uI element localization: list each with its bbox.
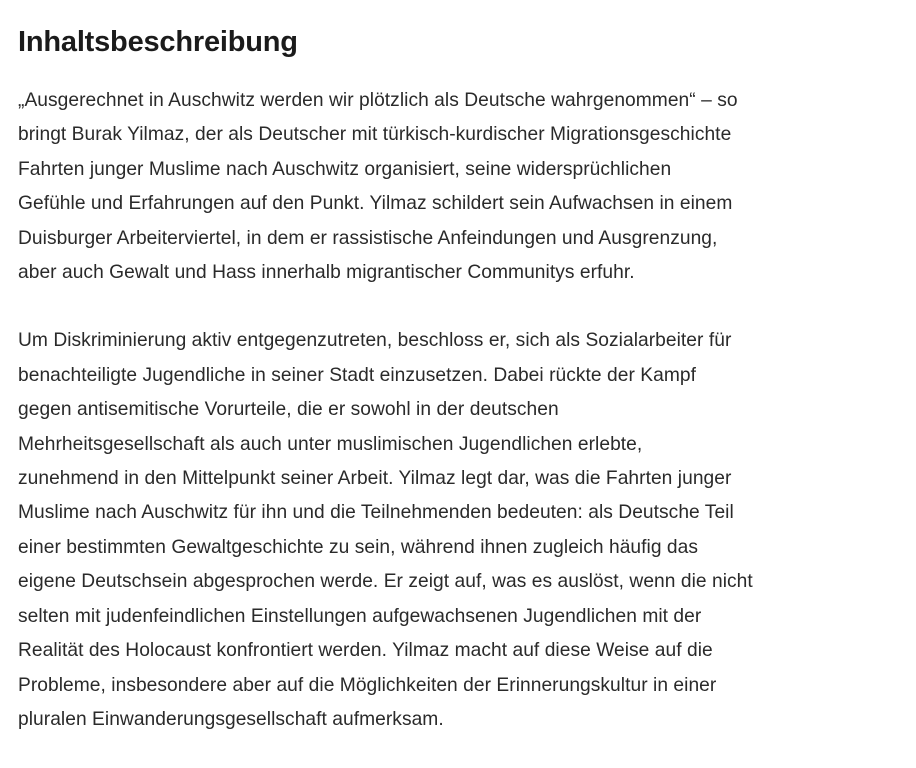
text-line: gegen antisemitische Vorurteile, die er sowohl in der deutschen (18, 399, 559, 421)
description-paragraph-1 (18, 84, 898, 290)
text-line: Um Diskriminierung aktiv entgegenzutreten, beschloss er, sich als Sozialarbeiter für (18, 330, 732, 352)
text-line: einer bestimmten Gewaltgeschichte zu sein, während ihnen zugleich häufig das (18, 536, 699, 558)
text-line: „Ausgerechnet in Auschwitz werden wir plötzlich als Deutsche wahrgenommen“ – so (18, 90, 738, 111)
text-line: eigene Deutschsein abgesprochen werde. Er zeigt auf, was es auslöst, wenn die nicht (18, 571, 753, 593)
text-line: pluralen Einwanderungsgesellschaft aufmerksam. (18, 708, 444, 730)
section-heading: Inhaltsbeschreibung (18, 26, 298, 58)
text-line: Mehrheitsgesellschaft als auch unter muslimischen Jugendlichen erlebte, (18, 433, 643, 455)
text-line: Duisburger Arbeiterviertel, in dem er rassistische Anfeindungen und Ausgrenzung, (18, 227, 718, 249)
text-line: Gefühle und Erfahrungen auf den Punkt. Yilmaz schildert sein Aufwachsen in einem (18, 193, 733, 215)
text-line: zunehmend in den Mittelpunkt seiner Arbeit. Yilmaz legt dar, was die Fahrten junger (18, 468, 732, 490)
text-line: benachteiligte Jugendliche in seiner Stadt einzusetzen. Dabei rückte der Kampf (18, 364, 697, 386)
text-line: Realität des Holocaust konfrontiert werden. Yilmaz macht auf diese Weise auf die (18, 640, 713, 662)
text-line: Muslime nach Auschwitz für ihn und die Teilnehmenden bedeuten: als Deutsche Teil (18, 502, 734, 524)
text-line: Probleme, insbesondere aber auf die Möglichkeiten der Erinnerungskultur in einer (18, 674, 717, 696)
text-line: bringt Burak Yilmaz, der als Deutscher mit türkisch-kurdischer Migrationsgeschichte (18, 124, 732, 146)
text-line: selten mit judenfeindlichen Einstellungen aufgewachsenen Jugendlichen mit der (18, 605, 702, 627)
text-line: aber auch Gewalt und Hass innerhalb migrantischer Communitys erfuhr. (18, 262, 635, 284)
description-paragraph-2 (18, 324, 898, 737)
text-line: Fahrten junger Muslime nach Auschwitz organisiert, seine widersprüchlichen (18, 158, 672, 180)
